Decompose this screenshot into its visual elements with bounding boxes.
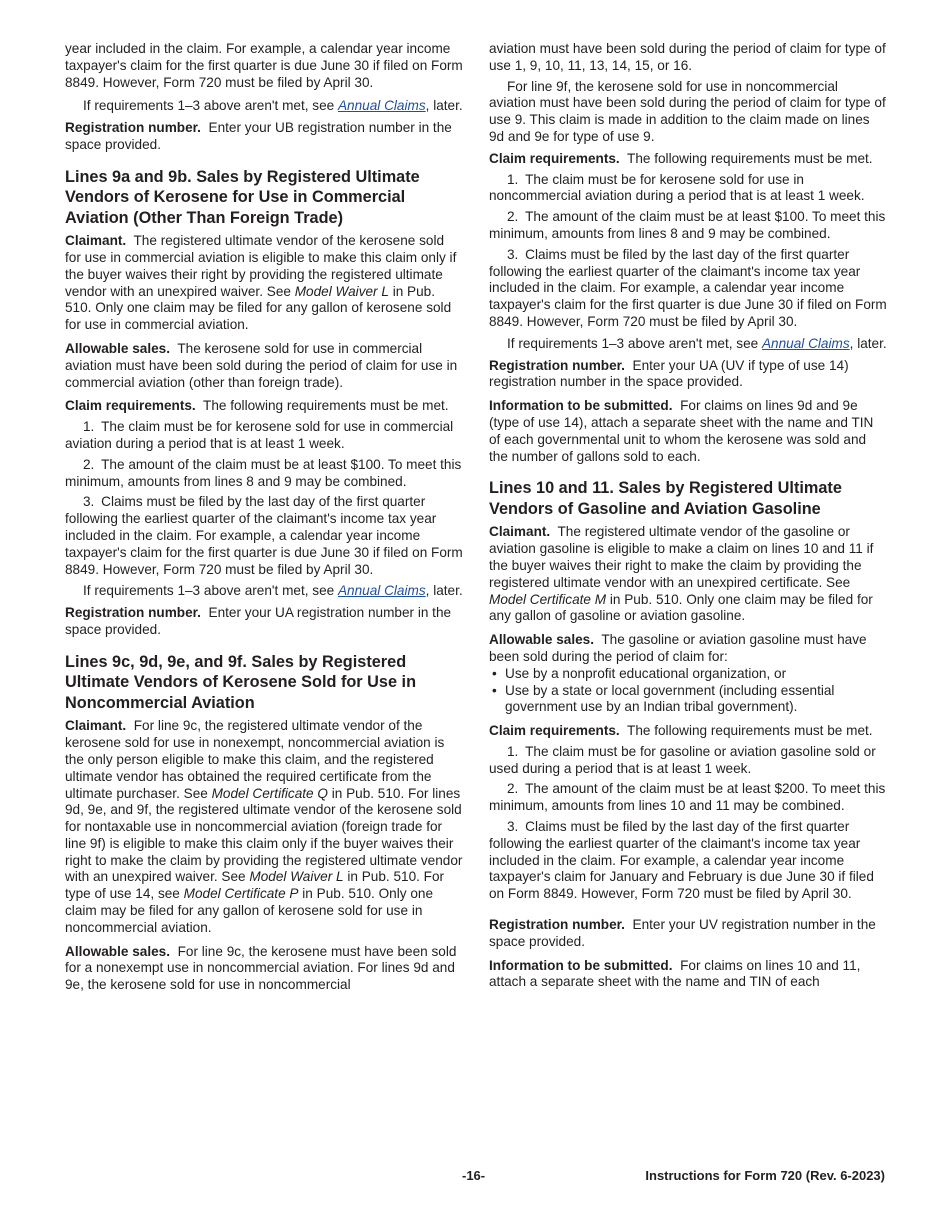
requirement-item: 1. The claim must be for gasoline or aviation gasoline sold or used during a period that is at least 1 week. [489, 743, 876, 776]
annual-claims-link[interactable]: Annual Claims [337, 583, 426, 599]
registration-number-paragraph: Registration number. Enter your UB registration number in the space provided. [65, 120, 452, 152]
requirement-item: 1. The claim must be for kerosene sold for use in commercial aviation during a period that is at least 1 week. [65, 419, 454, 452]
claim-requirements-paragraph: Claim requirements. The following requirements must be met. [489, 150, 873, 166]
registration-number-paragraph: Registration number. Enter your UA registration number in the space provided. [65, 605, 452, 638]
page-number: -16- [462, 1168, 486, 1183]
requirement-item: 2. The amount of the claim must be at least $100. To meet this minimum, amounts from lines 8 and 9 may be combined. [65, 456, 462, 489]
information-submitted-paragraph: Information to be submitted. For claims on lines 9d and 9e (type of use 14), attach a separate sheet with the name and TIN of each governmental unit to whom the kerosene was sold and the number of gallons sold to each. [489, 398, 874, 464]
list-item: • Use by a nonprofit educational organization, or [489, 666, 887, 683]
requirement-item: 2. The amount of the claim must be at least $100. To meet this minimum, amounts from lines 8 and 9 may be combined. [489, 209, 886, 241]
right-column [489, 41, 887, 998]
requirement-item: 3. Claims must be filed by the last day of the first quarter following the earliest quarter of the claimant's income tax year included in the claim. For example, a calendar year income taxpayer's claim for the first quarter is due June 30 if filed on Form 8849. However, Form 720 must be filed by April 30. [489, 246, 887, 329]
list-item: • Use by a state or local government (including essential government use by an Indian tribal government). [489, 683, 887, 717]
requirement-item: 3. Claims must be filed by the last day of the first quarter following the earliest quarter of the claimant's income tax year included in the claim. For example, a calendar year income taxpayer's claim for the first quarter is due June 30 if filed on Form 8849. However, Form 720 must be filed by April 30. [65, 494, 463, 577]
allowable-sales-list [489, 666, 887, 716]
paragraph: aviation must have been sold during the period of claim for type of use 1, 9, 10, 11, 13, 14, 15, or 16. [489, 41, 886, 73]
paragraph: If requirements 1–3 above aren't met, see Annual Claims, later. [83, 98, 463, 114]
paragraph: year included in the claim. For example, a calendar year income taxpayer's claim for the first quarter is due June 30 if filed on Form 8849. However, Form 720 must be filed by April 30. [65, 41, 463, 90]
paragraph: For line 9f, the kerosene sold for use in noncommercial aviation must have been sold during the period of claim for type of use 9. This claim is made in addition to the claim made on lines 9d and 9e for type of use 9. [489, 78, 886, 144]
registration-number-paragraph: Registration number. Enter your UA (UV if type of use 14) registration number in the space provided. [489, 357, 849, 390]
section-heading-lines-9a-9b: Lines 9a and 9b. Sales by Registered Ultimate Vendors of Kerosene for Use in Commercial Aviation (Other Than Foreign Trade) [65, 167, 420, 227]
claim-requirements-paragraph: Claim requirements. The following requirements must be met. [65, 398, 449, 414]
allowable-sales-paragraph: Allowable sales. The kerosene sold for use in commercial aviation must have been sold during the period of claim for use in commercial aviation (other than foreign trade). [65, 341, 458, 390]
claimant-paragraph: Claimant. The registered ultimate vendor of the kerosene sold for use in commercial aviation is eligible to make this claim only if the buyer waives their right by providing the registered ultimate vendor with an unexpired waiver. See Model Waiver L in Pub. 510. Only one claim may be filed for any gallon of kerosene sold for use in commercial aviation. [65, 233, 457, 333]
registration-number-paragraph: Registration number. Enter your UV registration number in the space provided. [489, 917, 876, 949]
form-title-footer: Instructions for Form 720 (Rev. 6-2023) [645, 1168, 885, 1183]
left-column [65, 41, 463, 1001]
claimant-paragraph: Claimant. For line 9c, the registered ultimate vendor of the kerosene sold for use in nonexempt, noncommercial aviation is the only person eligible to make this claim, and the registered ultimate vendor has obtained the required certificate from the ultimate purchaser. See Model Certificate Q in Pub. 510. For lines 9d, 9e, and 9f, the registered ultimate vendor of the kerosene sold for nontaxable use in noncommercial aviation (foreign trade for line 9f) is eligible to make this claim only if the buyer waives their right to make the claim by providing the registered ultimate vendor with an unexpired waiver. See Model Waiver L in Pub. 510. For type of use 14, see Model Certificate P in Pub. 510. Only one claim may be filed for any gallon of kerosene sold for use in noncommercial aviation. [65, 718, 463, 935]
claim-requirements-paragraph: Claim requirements. The following requirements must be met. [489, 723, 873, 739]
requirement-item: 2. The amount of the claim must be at least $200. To meet this minimum, amounts from lines 10 and 11 may be combined. [489, 781, 886, 814]
requirement-item: 3. Claims must be filed by the last day of the first quarter following the earliest quarter of the claimant's income tax year included in the claim. For example, a calendar year income taxpayer's claim for January and February is due June 30 if filed on Form 8849. However, Form 720 must be filed by April 30. [489, 819, 874, 902]
information-submitted-paragraph: Information to be submitted. For claims on lines 10 and 11, attach a separate sheet with the name and TIN of each [489, 957, 861, 990]
requirement-item: 1. The claim must be for kerosene sold for use in noncommercial aviation during a period that is at least 1 week. [489, 171, 865, 204]
claimant-paragraph: Claimant. The registered ultimate vendor of the gasoline or aviation gasoline is eligible to make a claim on lines 10 and 11 if the buyer waives their right to make the claim by providing the registered ultimate vendor with an unexpired certificate. See Model Certificate M in Pub. 510. Only one claim may be filed for any gallon of gasoline or aviation gasoline. [489, 524, 874, 624]
paragraph: If requirements 1–3 above aren't met, see Annual Claims, later. [83, 583, 463, 599]
allowable-sales-paragraph: Allowable sales. For line 9c, the kerosene must have been sold for a nonexempt use in noncommercial aviation. For lines 9d and 9e, the kerosene sold for use in noncommercial [65, 943, 457, 993]
annual-claims-link[interactable]: Annual Claims [761, 335, 850, 351]
section-heading-lines-10-11: Lines 10 and 11. Sales by Registered Ultimate Vendors of Gasoline and Aviation Gasoline [489, 479, 842, 518]
annual-claims-link[interactable]: Annual Claims [337, 98, 426, 114]
paragraph: If requirements 1–3 above aren't met, see Annual Claims, later. [507, 335, 887, 351]
section-heading-lines-9c-9f: Lines 9c, 9d, 9e, and 9f. Sales by Registered Ultimate Vendors of Kerosene Sold for Use in Noncommercial Aviation [65, 652, 417, 712]
allowable-sales-paragraph: Allowable sales. The gasoline or aviation gasoline must have been sold during the period of claim for: [489, 632, 867, 664]
